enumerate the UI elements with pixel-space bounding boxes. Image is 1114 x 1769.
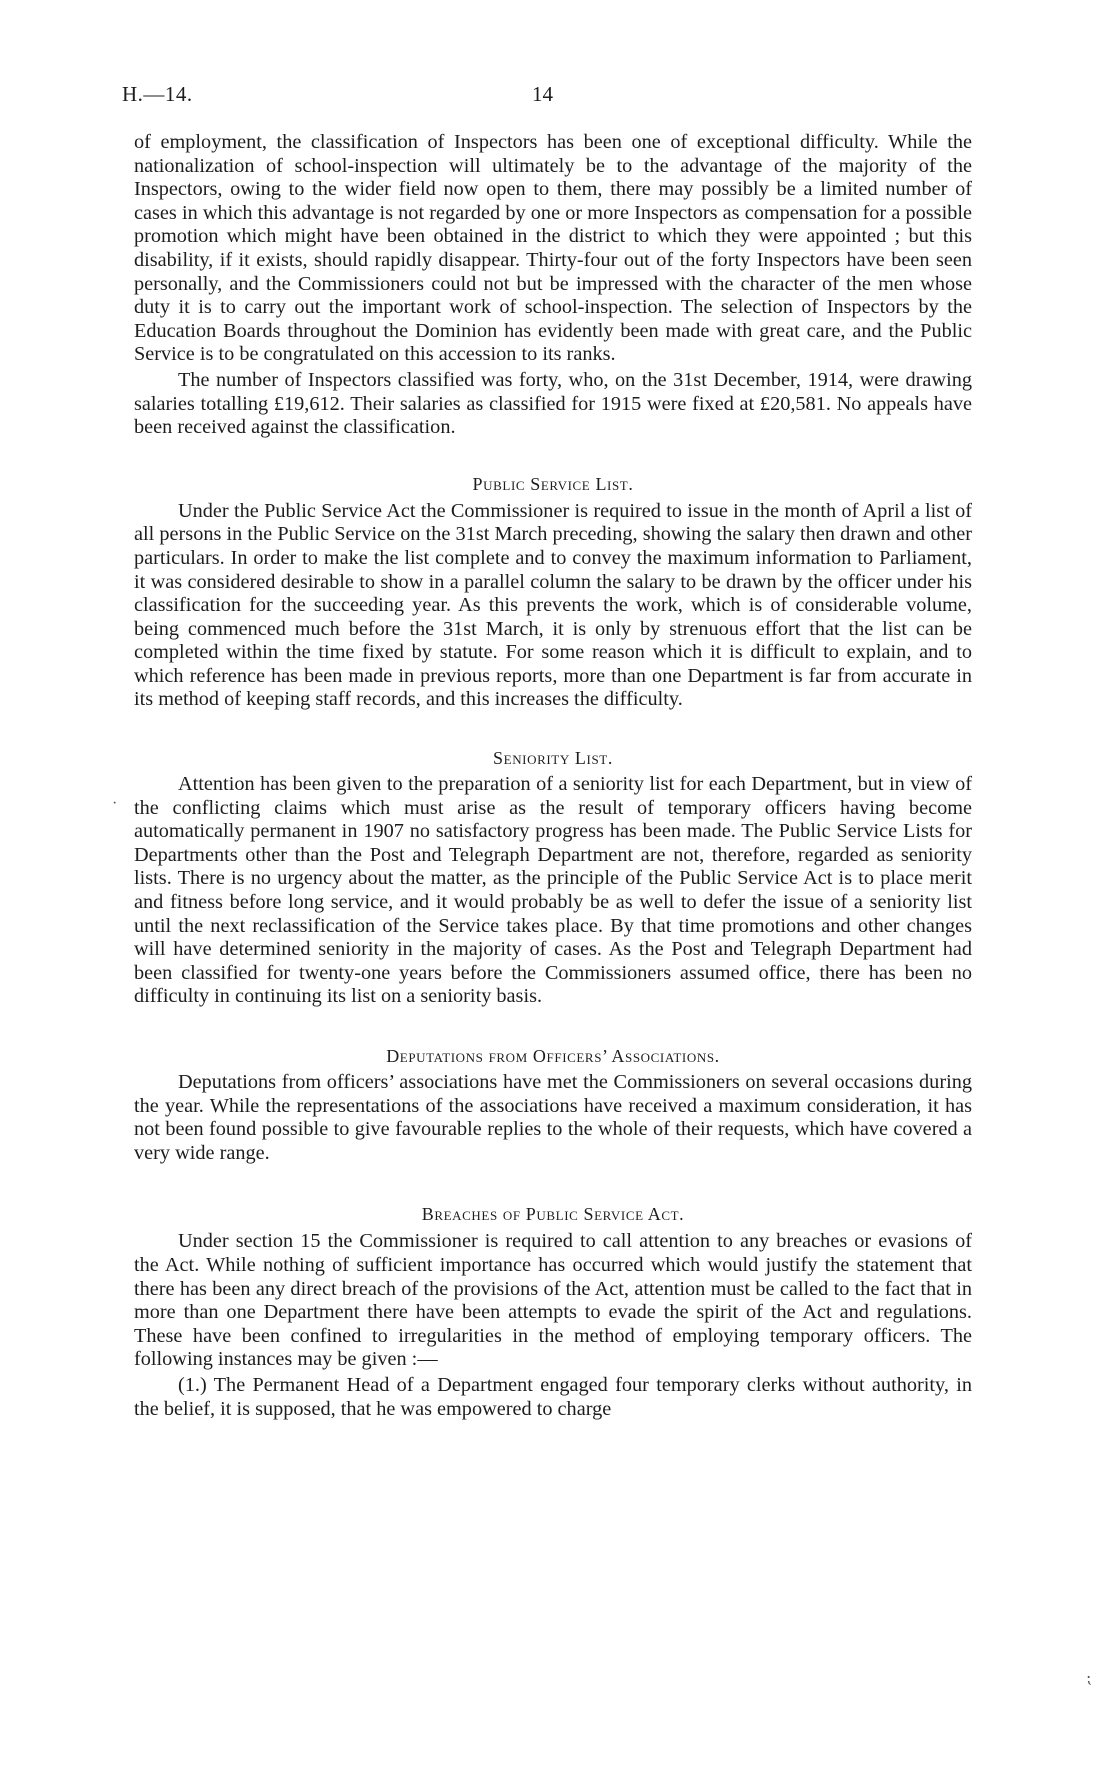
paragraph-inspectors-salaries: The number of Inspectors classified was forty, who, on the 31st December, 1914, were drawing salaries totalling £19,612. Their salaries as classified for 1915 were fixed at £20,581. No appeals have been received against the classification. bbox=[134, 368, 972, 439]
report-reference: H.—14. bbox=[122, 82, 193, 106]
paragraph-seniority-list: Attention has been given to the preparation of a seniority list for each Department, but in view of the conflicting claims which must arise as the result of temporary officers having become automatically permanent in 1907 no satisfactory progress has been made. The Public Service Lists for Departments other than the Post and Telegraph Department are not, therefore, regarded as seniority lists. There is no urgency about the matter, as the principle of the Public Service Act is to place merit and fitness before long service, and it would probably be as well to defer the issue of a seniority list until the next reclassification of the Service takes place. By that time promotions and other changes will have determined seniority in the majority of cases. As the Post and Telegraph Department had been classified for twenty-one years before the Commissioners assumed office, there has been no difficulty in continuing its list on a seniority basis. bbox=[134, 773, 972, 1008]
paragraph-instance-one: (1.) The Permanent Head of a Department engaged four temporary clerks without authority, in the belief, it is supposed, that he was empowered to charge bbox=[134, 1373, 972, 1420]
paragraph-inspectors-classification: of employment, the classification of Inspectors has been one of exceptional difficulty. While the nationalization of school-inspection will ultimately be to the advantage of the majority of the Inspectors, owing to the wider field now open to them, there may possibly be a limited number of cases in which this advantage is not regarded by one or more Inspectors as compensation for a possible promotion which might have been obtained in the district to which they were appointed ; but this disability, if it exists, should rapidly disappear. Thirty-four out of the forty Inspectors have been seen personally, and the Commissioners could not but be impressed with the character of the men whose duty it is to carry out the important work of school-inspection. The selection of Inspectors by the Education Boards throughout the Dominion has evidently been made with great care, and the Public Service is to be congratulated on this accession to its ranks. bbox=[134, 131, 972, 366]
heading-deputations: Deputations from Officers’ Associations. bbox=[386, 1046, 720, 1066]
paragraph-public-service-list: Under the Public Service Act the Commissioner is required to issue in the month of April a list of all persons in the Public Service on the 31st March preceding, showing the salary then drawn and other particulars. In order to make the list complete and to convey the maximum information to Parliament, it was considered desirable to show in a parallel column the salary to be drawn by the officer under his classification for the succeeding year. As this prevents the work, which is of considerable volume, being commenced much before the 31st March, it is only by strenuous effort that the list can be completed within the time fixed by statute. For some reason which it is difficult to explain, and to which reference has been made in previous reports, more than one Department is far from accurate in its method of keeping staff records, and this increases the difficulty. bbox=[134, 499, 972, 711]
heading-breaches: Breaches of Public Service Act. bbox=[421, 1204, 685, 1225]
heading-public-service-list: Public Service List. bbox=[472, 473, 634, 494]
heading-seniority-list: Seniority List. bbox=[493, 748, 613, 769]
page-number: 14 bbox=[532, 82, 553, 106]
margin-mark: · bbox=[112, 795, 118, 812]
paragraph-breaches: Under section 15 the Commissioner is required to call attention to any breaches or evasions of the Act. While nothing of sufficient importance has occurred which would justify the statement that there has been any direct breach of the provisions of the Act, attention must be called to the fact that in more than one Department there have been attempts to evade the spirit of the Act and regulations. These have been confined to irregularities in the method of employing temporary officers. The following instances may be given :— bbox=[134, 1230, 972, 1371]
page-body bbox=[134, 131, 972, 1421]
margin-mark: ⁏ bbox=[1086, 1670, 1092, 1687]
paragraph-deputations: Deputations from officers’ associations have met the Commissioners on several occasions during the year. While the representations of the associations have received a maximum consideration, it has not been found possible to give favourable replies to the whole of their requests, which have covered a very wide range. bbox=[134, 1071, 972, 1164]
page-header bbox=[122, 82, 982, 112]
